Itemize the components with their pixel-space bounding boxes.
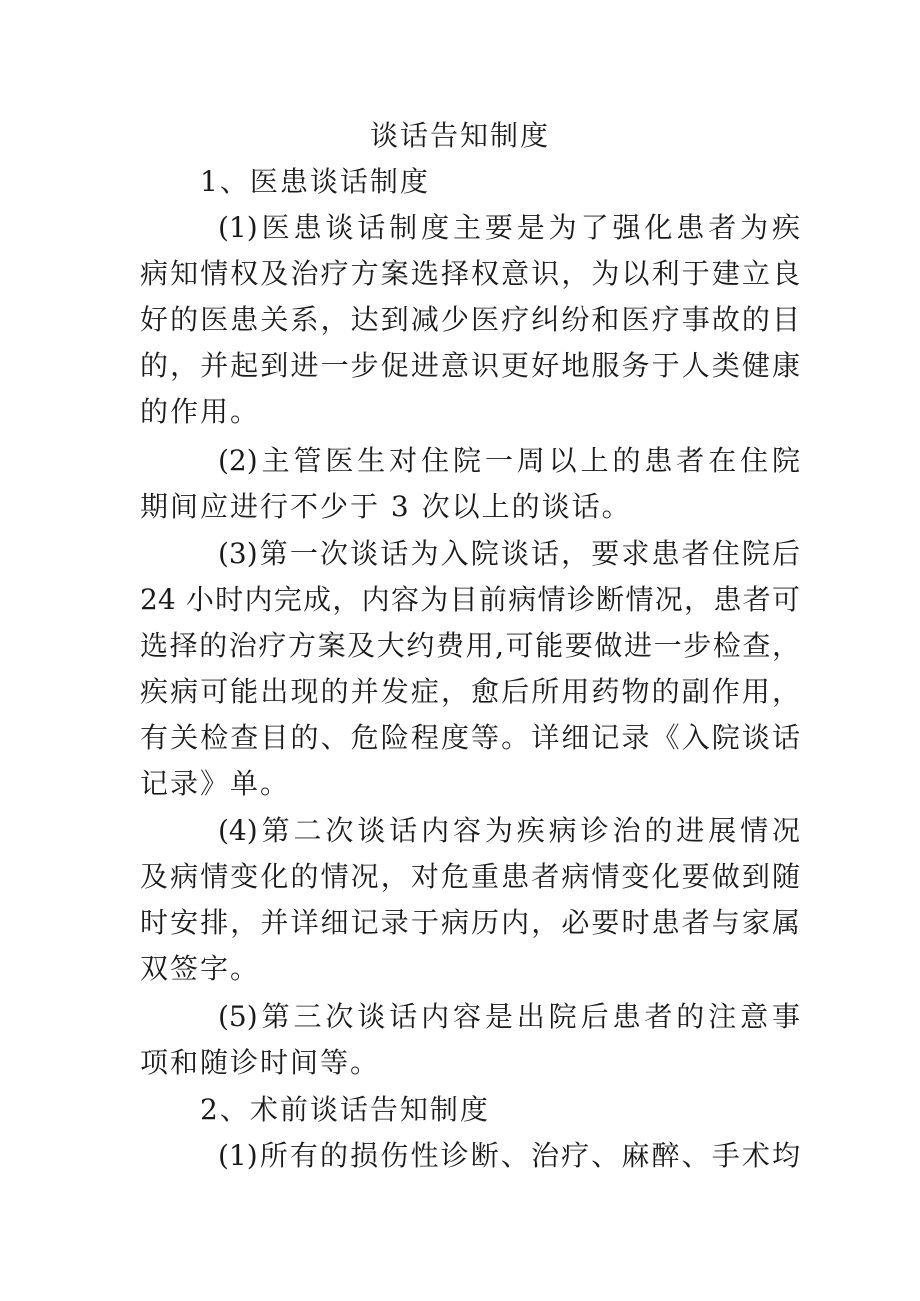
paragraph-line: (4)第二次谈话内容为疾病诊治的进展情况 <box>218 814 800 847</box>
paragraph-line: 双签字。 <box>140 952 261 985</box>
paragraph-line: (1)所有的损伤性诊断、治疗、麻醉、手术均 <box>218 1139 800 1172</box>
paragraph-line: 24 小时内完成，内容为目前病情诊断情况，患者可 <box>140 583 800 616</box>
paragraph-line: 项和随诊时间等。 <box>140 1046 381 1079</box>
paragraph-line: 时安排，并详细记录于病历内，必要时患者与家属 <box>140 906 800 939</box>
paragraph-line: 记录》单。 <box>140 767 291 800</box>
paragraph-line: 期间应进行不少于 3 次以上的谈话。 <box>140 490 632 523</box>
paragraph-line: 疾病可能出现的并发症，愈后所用药物的副作用， <box>140 675 800 708</box>
paragraph-line: 有关检查目的、危险程度等。详细记录《入院谈话 <box>140 721 800 754</box>
paragraph-line: (2)主管医生对住院一周以上的患者在住院 <box>218 444 800 477</box>
paragraph-line: 选择的治疗方案及大约费用,可能要做进一步检查， <box>140 629 800 662</box>
paragraph-line: (5)第三次谈话内容是出院后患者的注意事 <box>218 1000 800 1033</box>
paragraph-line: 好的医患关系，达到减少医疗纠纷和医疗事故的目 <box>140 303 800 336</box>
paragraph-line: (1)医患谈话制度主要是为了强化患者为疾 <box>218 211 800 244</box>
section-heading: 2、术前谈话告知制度 <box>200 1093 490 1126</box>
paragraph-line: 及病情变化的情况，对危重患者病情变化要做到随 <box>140 860 800 893</box>
paragraph-line: 的，并起到进一步促进意识更好地服务于人类健康 <box>140 349 800 382</box>
section-heading: 1、医患谈话制度 <box>200 165 430 198</box>
document-title: 谈话告知制度 <box>369 119 550 152</box>
paragraph-line: 病知情权及治疗方案选择权意识，为以利于建立良 <box>140 257 800 290</box>
paragraph-line: (3)第一次谈话为入院谈话，要求患者住院后 <box>218 537 800 570</box>
paragraph-line: 的作用。 <box>140 395 261 428</box>
